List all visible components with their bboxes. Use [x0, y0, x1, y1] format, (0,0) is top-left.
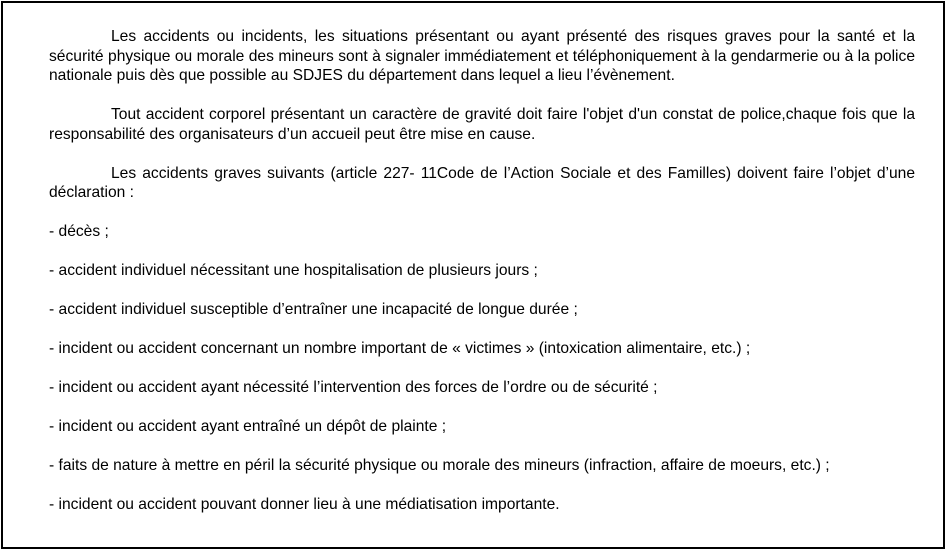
- document-frame: [1, 1, 945, 549]
- list-item: - faits de nature à mettre en péril la sécurité physique ou morale des mineurs (infraction, affaire de moeurs, etc.) ;: [49, 457, 830, 474]
- document-body: [49, 27, 915, 534]
- paragraph-signalement: Les accidents ou incidents, les situations présentant ou ayant présenté des risques graves pour la santé et la sécurité physique ou morale des mineurs sont à signaler immédiatement et téléphoniquement à la gendarmerie ou à la police nationale puis dès que possible au SDJES du département dans lequel a lieu l’évènement.: [49, 28, 915, 84]
- list-item: - incident ou accident ayant entraîné un dépôt de plainte ;: [49, 418, 447, 435]
- list-item: - décès ;: [49, 223, 109, 240]
- list-item: - accident individuel susceptible d’entraîner une incapacité de longue durée ;: [49, 301, 578, 318]
- list-item: - incident ou accident ayant nécessité l’intervention des forces de l’ordre ou de sécurité ;: [49, 379, 658, 396]
- paragraph-declaration: Les accidents graves suivants (article 227- 11Code de l’Action Sociale et des Familles) doivent faire l’objet d’une déclaration :: [49, 164, 915, 201]
- declaration-list: [49, 222, 915, 515]
- list-item: - accident individuel nécessitant une hospitalisation de plusieurs jours ;: [49, 262, 538, 279]
- list-item: - incident ou accident concernant un nombre important de « victimes » (intoxication alimentaire, etc.) ;: [49, 340, 751, 357]
- paragraph-constat-police: Tout accident corporel présentant un caractère de gravité doit faire l'objet d'un constat de police,chaque fois que la responsabilité des organisateurs d’un accueil peut être mise en cause.: [49, 106, 915, 143]
- list-item: - incident ou accident pouvant donner lieu à une médiatisation importante.: [49, 496, 560, 513]
